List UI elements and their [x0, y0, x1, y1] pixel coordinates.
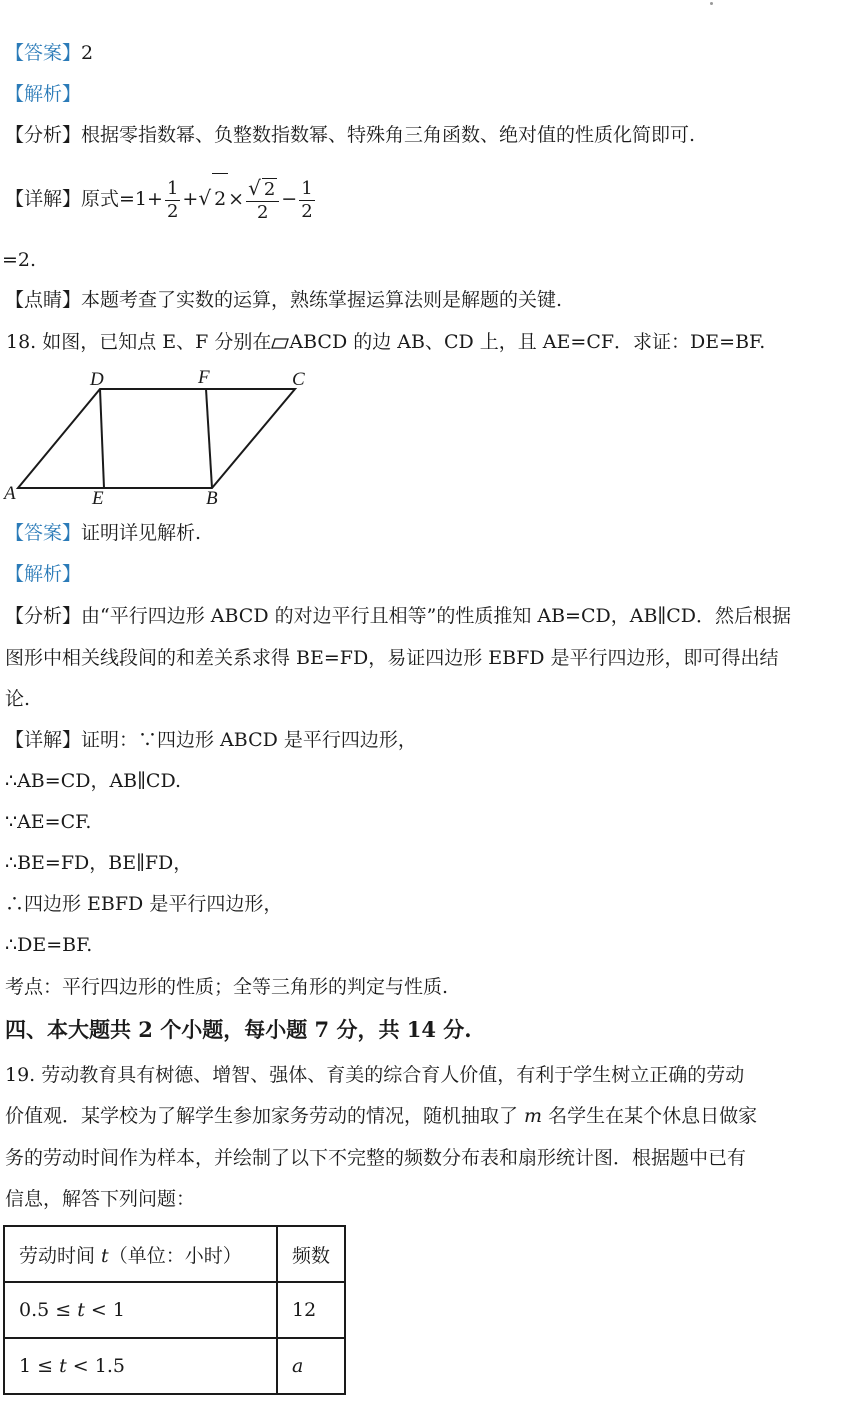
fenxi-17 — [5, 122, 695, 148]
table-row — [4, 1226, 345, 1282]
formula-lead: 原式=1+ — [81, 188, 163, 210]
label-b: B — [206, 488, 218, 509]
label-a: A — [4, 483, 16, 504]
xiangjie-18-line5: ∴四边形 EBFD 是平行四边形， — [5, 893, 283, 915]
question-19-line2: 价值观．某学校为了解学生参加家务劳动的情况，随机抽取了 m 名学生在某个休息日做家 — [5, 1105, 758, 1127]
answer-text: 2 — [81, 42, 94, 64]
cell-count-2: a — [277, 1338, 345, 1394]
question-19-line3: 务的劳动时间作为样本，并绘制了以下不完整的频数分布表和扇形统计图．根据题中已有 — [5, 1147, 747, 1169]
xiangjie-tag: 【详解】 — [5, 188, 82, 210]
figure-parallelogram — [0, 366, 320, 511]
result-17: =2. — [2, 249, 37, 271]
header-time: 劳动时间 t（单位：小时） — [4, 1226, 277, 1282]
fraction-half: $\frac{1}{2}$ — [166, 177, 179, 222]
cell-range-2: 1 ≤ t < 1.5 — [4, 1338, 277, 1394]
xiangjie-18-line1: 【详解】证明：∵四边形 ABCD 是平行四边形， — [5, 729, 417, 751]
header-frequency: 频数 — [277, 1226, 345, 1282]
analysis-tag-17: 【解析】 — [5, 83, 82, 105]
fenxi-18-line1: 【分析】由“平行四边形 ABCD 的对边平行且相等”的性质推知 AB=CD，AB∥CD．然后根据 — [5, 605, 791, 627]
xiangjie-18-line6: ∴DE=BF. — [5, 934, 93, 956]
answer-tag: 【答案】 — [5, 42, 82, 64]
question-19-line1: 19. 劳动教育具有树德、增智、强体、育美的综合育人价值，有利于学生树立正确的劳动 — [5, 1064, 745, 1086]
table-row — [4, 1338, 345, 1394]
fenxi-18-line2: 图形中相关线段间的和差关系求得 BE=FD，易证四边形 EBFD 是平行四边形，即可得出结 — [5, 647, 779, 669]
question-18: 18. 如图，已知点 E、F 分别在 ABCD 的边 AB、CD 上，且 AE=CF．求证：DE=BF. — [6, 331, 766, 353]
label-f: F — [198, 367, 210, 388]
xiangjie-18-line4: ∴BE=FD，BE∥FD， — [5, 852, 193, 874]
frequency-table — [3, 1225, 346, 1395]
question-19-line4: 信息，解答下列问题： — [5, 1188, 196, 1210]
segment-de — [100, 389, 104, 488]
minus-sign: − — [281, 188, 298, 210]
answer-18: 【答案】证明详见解析. — [5, 522, 202, 544]
cell-count-1: 12 — [277, 1282, 345, 1338]
fenxi-tag: 【分析】 — [5, 124, 82, 146]
cell-range-1: 0.5 ≤ t < 1 — [4, 1282, 277, 1338]
label-c: C — [292, 369, 305, 390]
label-e: E — [92, 488, 104, 509]
parallelogram-symbol — [271, 338, 289, 349]
fenxi-18-line3: 论. — [5, 688, 31, 710]
variable-m: m — [524, 1105, 543, 1127]
dianjing-17: 【点睛】本题考查了实数的运算，熟练掌握运算法则是解题的关键. — [5, 289, 563, 311]
fenxi-text: 根据零指数幂、负整数指数幂、特殊角三角函数、绝对值的性质化简即可. — [81, 124, 696, 146]
plus-sign: + — [182, 188, 199, 210]
times-sign: × — [228, 188, 245, 210]
analysis-tag-18: 【解析】 — [5, 563, 82, 585]
kaodian-18: 考点：平行四边形的性质；全等三角形的判定与性质. — [5, 976, 449, 998]
radical-sign: √ — [198, 186, 212, 210]
xiangjie-18-line3: ∵AE=CF. — [5, 811, 92, 833]
parallelogram-abcd — [18, 389, 295, 488]
fraction-last-half: $\frac{1}{2}$ — [301, 177, 313, 222]
segment-bf — [206, 389, 212, 488]
section-heading-4: 四、本大题共 2 个小题，每小题 7 分，共 14 分. — [5, 1017, 472, 1042]
answer-17 — [5, 40, 93, 66]
xiangjie-18-line2: ∴AB=CD，AB∥CD. — [5, 770, 182, 792]
xiangjie-17 — [5, 173, 317, 224]
fraction-sqrt2-over-2: $\frac{√ 2}{2}$ — [246, 177, 279, 224]
sqrt-two: 2 — [212, 173, 228, 224]
label-d: D — [90, 369, 104, 390]
table-row — [4, 1282, 345, 1338]
scan-speck — [710, 2, 713, 5]
